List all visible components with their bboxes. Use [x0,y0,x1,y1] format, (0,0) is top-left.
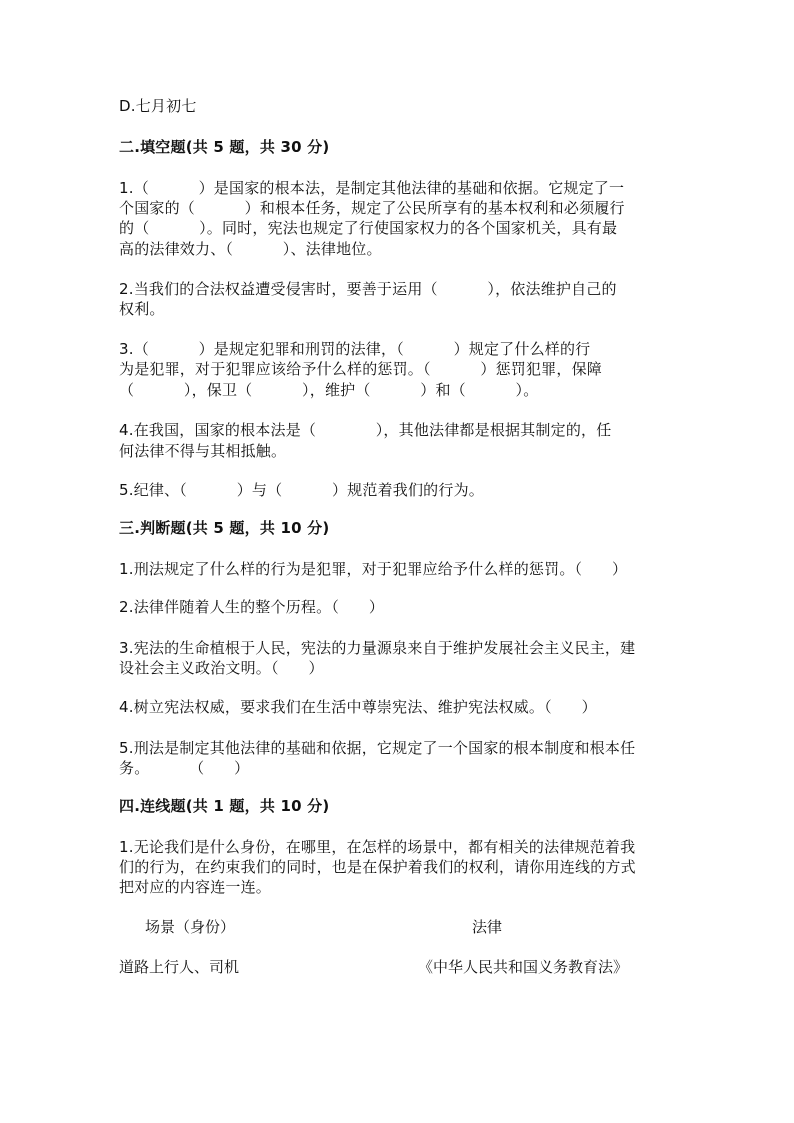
s3-q5-line1: 5.刑法是制定其他法律的基础和依据，它规定了一个国家的根本制度和根本任 [119,739,636,757]
s2-q1-line3: 的（ ）。同时，宪法也规定了行使国家权力的各个国家机关，具有最 [119,219,618,237]
column-header-scene: 场景（身份） [145,918,236,936]
s3-q2-line1: 2.法律伴随着人生的整个历程。（ ） [119,598,385,616]
s3-q5-line2: 务。 （ ） [119,759,250,777]
s2-q1-line4: 高的法律效力、（ ）、法律地位。 [119,240,382,258]
column-header-law: 法律 [472,918,503,936]
s2-q3-line2: 为是犯罪，对于犯罪应该给予什么样的惩罚。（ ）惩罚犯罪，保障 [119,360,602,378]
s3-q3-line2: 设社会主义政治文明。（ ） [119,659,324,677]
option-d: D.七月初七 [119,97,197,115]
s2-q1-line2: 个国家的（ ）和根本任务，规定了公民所享有的基本权利和必须履行 [119,199,625,217]
s3-q3-line1: 3.宪法的生命植根于人民，宪法的力量源泉来自于维护发展社会主义民主，建 [119,639,636,657]
s3-q4-line1: 4.树立宪法权威，要求我们在生活中尊崇宪法、维护宪法权威。（ ） [119,698,597,716]
s2-q3-line3: （ ），保卫（ ），维护（ ）和（ ）。 [119,381,539,399]
s4-q1-line3: 把对应的内容连一连。 [119,878,272,896]
s2-q2-line2: 权利。 [119,300,165,318]
match-left-item: 道路上行人、司机 [119,958,240,976]
s2-q2-line1: 2.当我们的合法权益遭受侵害时，要善于运用（ ），依法维护自己的 [119,280,617,298]
section-4-heading: 四.连线题(共 1 题，共 10 分) [119,797,330,815]
s4-q1-line2: 们的行为，在约束我们的同时，也是在保护着我们的权利，请你用连线的方式 [119,858,636,876]
s2-q1-line1: 1.（ ）是国家的根本法，是制定其他法律的基础和依据。它规定了一 [119,179,625,197]
match-right-item: 《中华人民共和国义务教育法》 [418,958,629,976]
s2-q3-line1: 3.（ ）是规定犯罪和刑罚的法律，（ ）规定了什么样的行 [119,340,591,358]
s3-q1-line1: 1.刑法规定了什么样的行为是犯罪，对于犯罪应给予什么样的惩罚。（ ） [119,560,628,578]
section-2-heading: 二.填空题(共 5 题，共 30 分) [119,138,330,156]
section-3-heading: 三.判断题(共 5 题，共 10 分) [119,519,330,537]
s2-q5-line1: 5.纪律、（ ）与（ ）规范着我们的行为。 [119,481,484,499]
s4-q1-line1: 1.无论我们是什么身份，在哪里，在怎样的场景中，都有相关的法律规范着我 [119,838,636,856]
s2-q4-line2: 何法律不得与其相抵触。 [119,442,287,460]
s2-q4-line1: 4.在我国，国家的根本法是（ ），其他法律都是根据其制定的，任 [119,421,612,439]
